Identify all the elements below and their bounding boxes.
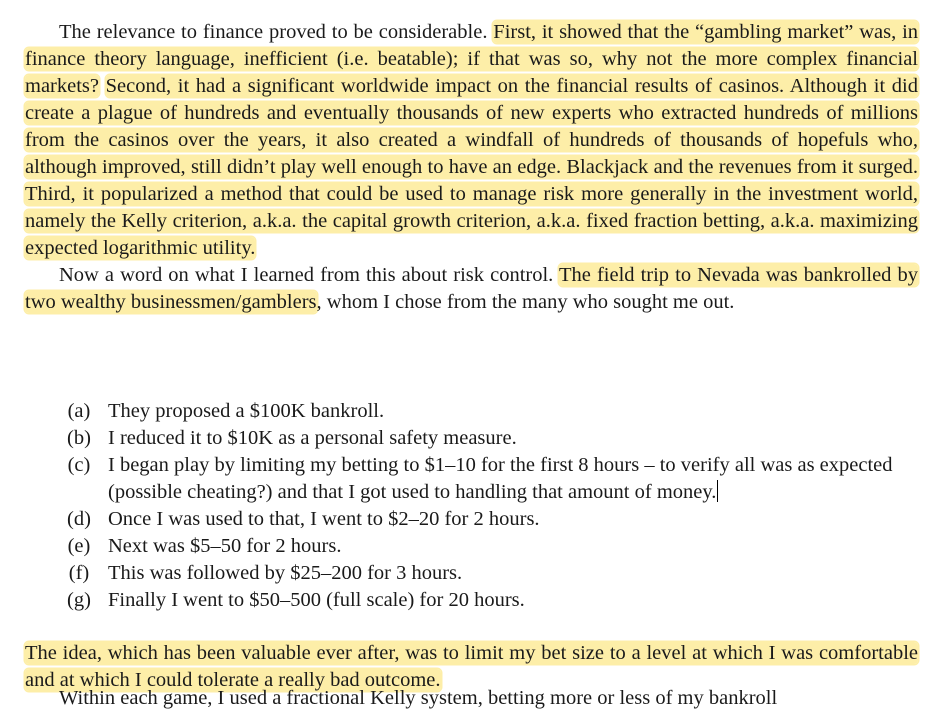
highlight-third-point[interactable]: Third, it popularized a method that could be used to manage risk more generally in the investment world, namely the Kelly criterion, a.k.a. the capital growth criterion, a.k.a. fixed fraction betting, a.k.a. maximizing expected logarithmic utility. (25, 183, 918, 259)
list-item (58, 506, 918, 533)
paragraph-risk-control (25, 262, 918, 316)
document-page (25, 0, 919, 709)
paragraph-lead-text: Now a word on what I learned from this about risk control. (59, 264, 554, 286)
list-item-text: I began play by limiting my betting to $1–10 for the first 8 hours – to verify all was as expected (possible cheating?) and that I got used to handling that amount of money. (108, 454, 893, 503)
text-cursor (717, 480, 718, 502)
betting-steps-list (58, 398, 918, 614)
list-item (58, 398, 918, 425)
list-item (58, 533, 918, 560)
list-item-text: They proposed a $100K bankroll. (108, 400, 385, 422)
list-item (58, 560, 918, 587)
paragraph-text: Within each game, I used a fractional Kelly system, betting more or less of my bankroll (59, 687, 778, 709)
list-item-text: I reduced it to $10K as a personal safety measure. (108, 427, 517, 449)
paragraph-tail-text: , whom I chose from the many who sought me out. (316, 291, 735, 313)
list-item (58, 587, 918, 614)
list-marker: (a) (67, 400, 91, 422)
list-item-text: Once I was used to that, I went to $2–20 for 2 hours. (108, 508, 540, 530)
paragraph-relevance (25, 0, 918, 262)
list-marker: (b) (67, 427, 91, 449)
list-marker: (g) (67, 589, 91, 611)
list-item-text: Finally I went to $50–500 (full scale) for 20 hours. (108, 589, 525, 611)
highlight-first-point[interactable]: First, it showed that the “gambling market” was, in finance theory language, inefficient (i.e. beatable); if that was so, why not the more complex financial markets? (25, 21, 919, 97)
list-marker: (d) (67, 508, 91, 530)
list-marker: (e) (67, 535, 91, 557)
list-item (58, 425, 918, 452)
paragraph-kelly-system (25, 685, 918, 712)
list-marker: (c) (67, 454, 91, 476)
highlight-second-point[interactable]: Second, it had a significant worldwide impact on the financial results of casinos. Although it did create a plague of hundreds and eventually thousands of new experts who extracted hundreds of millions from the casinos over the years, it also created a windfall of hundreds of thousands of hopefuls who, although improved, still didn’t play well enough to have an edge. Blackjack and the revenues from it surged. (25, 75, 918, 178)
paragraph-lead-text: The relevance to finance proved to be considerable. (59, 21, 488, 43)
list-item-text: This was followed by $25–200 for 3 hours. (108, 562, 463, 584)
list-item (58, 452, 918, 506)
list-item-text: Next was $5–50 for 2 hours. (108, 535, 342, 557)
highlight-bet-size-idea[interactable]: The idea, which has been valuable ever after, was to limit my bet size to a level at which I was comfortable and at which I could tolerate a really bad outcome. (25, 642, 918, 691)
highlight-field-trip[interactable]: The field trip to Nevada was bankrolled by two wealthy businessmen/gamblers (25, 264, 918, 313)
list-marker: (f) (68, 562, 90, 584)
